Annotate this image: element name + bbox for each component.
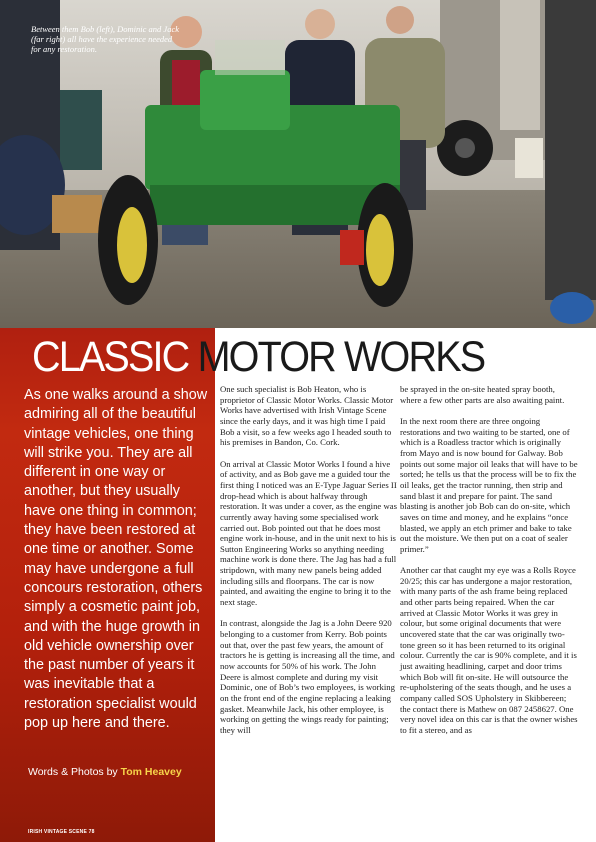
- photo-caption: Between them Bob (left), Dominic and Jack (far right) all have the experience needed for any restoration.: [31, 24, 179, 54]
- paragraph: In contrast, alongside the Jag is a John Deere 920 belonging to a customer from Kerry. Bob points out that, over the past few years, the amount of tractors he is getting is increasing all the time, and now accounts for 50% of his work. The John Deere is almost complete and during my visit Dominic, one of Bob’s two employees, is working on the front end of the engine replacing a leaking gasket. Meanwhile Jack, his other employee, is working on getting the wings ready for painting; they will: [220, 618, 395, 735]
- byline-prefix: Words & Photos by: [28, 766, 121, 778]
- paragraph: be sprayed in the on-site heated spray booth, where a few other parts are also awaiting paint.: [400, 384, 565, 405]
- paragraph: On arrival at Classic Motor Works I found a hive of activity, and as Bob gave me a guided tour the first thing I noticed was an E-Type Jaguar Series II drop-head which is about halfway through restoration. It was under a cover, as the engine was currently away having some specialised work carried out. Bob pointed out that he does most engine work in-house, and in the unit next to his is Sutton Engineering Works so anything needing machine work is done there. The Jag has had a full stripdown, with many new panels being added including sills and floorpans. The car is now painted, and awaiting the engine to bring it to the next stage.: [220, 458, 397, 608]
- right-panel: [545, 0, 596, 300]
- body-column-2: [400, 384, 578, 746]
- intro-text: As one walks around a show admiring all of the beautiful vintage vehicles, one thing will strike you. They are all different in one way or another, but they usually have one thing in common; they have been restored at one time or another. Some may have undergone a full concours restoration, others simply a cosmetic paint job, and with the huge growth in old vehicle ownership over the past number of years it was inevitable that a restoration specialist would pop up here and there.: [24, 387, 208, 732]
- paint-container: [515, 138, 543, 178]
- byline: [28, 766, 182, 778]
- paragraph: Another car that caught my eye was a Rolls Royce 20/25; this car has undergone a major restoration, with many parts of the ash frame being replaced and other parts being repaired. When the car arrived at Classic Motor Works it was grey in colour, but some original documents that were uncovered state that the car was originally two-tone green so it has been returned to its original colour. Currently the car is 90% complete, and it is just awaiting headlining, carpet and door trims which Bob will fit on-site. He will outsource the re-upholstering of the seats though, and he uses a company called SOS Upholstery in Skibbereen; the contact there is Mathew on 087 2458627. One very novel idea on this car is that the owner wishes to fit a stereo, and as: [400, 565, 578, 735]
- cardboard-box: [52, 195, 102, 233]
- title-word-motor-works: MOTOR WORKS: [197, 333, 485, 381]
- blue-bucket: [550, 292, 594, 324]
- body-column-1: [220, 384, 398, 746]
- paragraph: In the next room there are three ongoing restorations and two waiting to be started, one of which is a Roadless tractor which is originally from Mayo and is now bound for Galway. Bob points out some major oil leaks that will have to be sorted; he tells us that the process will be to fix the oil leaks, get the tractor running, then strip and sand blast it and prepare for paint. The sand blasting is another job Bob can do on-site, which saves on time and money, and he explains “once blasted, we apply an etch primer and bake to take out the moisture. We then put on a coat of sealer primer.”: [400, 415, 578, 554]
- title-word-classic: CLASSIC: [32, 333, 198, 381]
- byline-author: Tom Heavey: [120, 766, 182, 778]
- page-title: [32, 333, 484, 381]
- green-door: [60, 90, 102, 170]
- paragraph: One such specialist is Bob Heaton, who is proprietor of Classic Motor Works. Classic Motor Works have advertised with Irish Vintage Scene since the early days, and it was high time I paid Bob a visit, so a few weeks ago I headed south to his premises in Bandon, Co. Cork.: [220, 384, 394, 448]
- page-folio: IRISH VINTAGE SCENE 78: [28, 829, 95, 835]
